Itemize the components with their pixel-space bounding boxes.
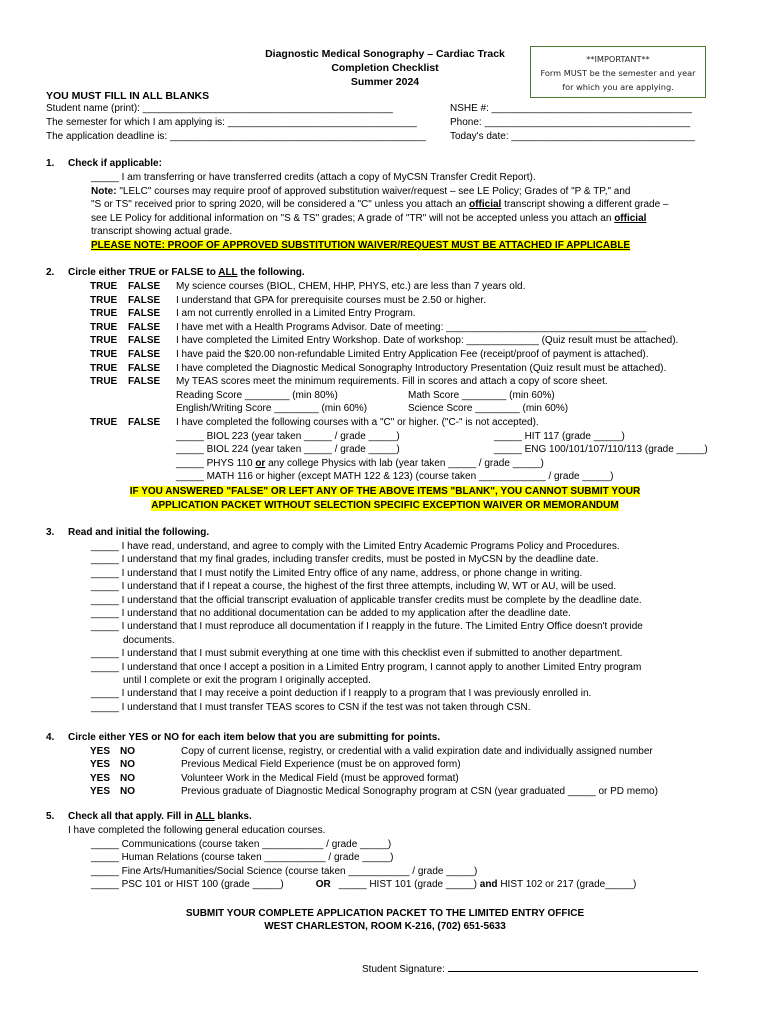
tr-grade-note: [91, 213, 646, 224]
submit-instructions: SUBMIT YOUR COMPLETE APPLICATION PACKET TO THE LIMITED ENTRY OFFICE: [185, 908, 585, 919]
doc-subtitle: Completion Checklist: [331, 62, 439, 74]
science-score[interactable]: Science Score ________ (min 60%): [408, 403, 569, 414]
true-false-statement: I have paid the $20.00 non-refundable Limited Entry Application Fee (receipt/proof of payment is attached).: [176, 349, 649, 360]
points-item: Previous Medical Field Experience (must be on approved form): [181, 759, 461, 771]
initial-item[interactable]: _____ I understand that my final grades, including transfer credits, must be posted in MyCSN by the deadline date.: [91, 554, 599, 566]
true-option[interactable]: TRUE: [90, 321, 118, 333]
initial-item[interactable]: _____ I understand that I must notify the Limited Entry office of any name, address, or phone change in writing.: [91, 567, 583, 579]
false-option[interactable]: FALSE: [128, 376, 161, 388]
false-option[interactable]: FALSE: [128, 281, 161, 292]
initial-item[interactable]: _____ I understand that I must submit everything at one time with this checklist even if submitted to another department.: [91, 648, 623, 660]
s-ts-note: [91, 199, 668, 210]
note-label: Note:: [91, 186, 117, 197]
no-option[interactable]: NO: [120, 746, 135, 757]
true-false-statement: I have met with a Health Programs Advisor. Date of meeting: ____________________________________: [176, 321, 647, 333]
initial-item[interactable]: _____ I understand that if I repeat a course, the highest of the first three attempts, including W, WT or AU, will be used.: [91, 581, 617, 593]
communications-course[interactable]: _____ Communications (course taken ___________ / grade _____): [91, 839, 392, 850]
section-2-title: Circle either TRUE or FALSE to ALL the following.: [68, 267, 305, 278]
initial-item[interactable]: _____ I understand that I must transfer TEAS scores to CSN if the test was not taken through CSN.: [91, 701, 531, 713]
initial-item[interactable]: _____ I have read, understand, and agree to comply with the Limited Entry Academic Programs Policy and Procedures.: [91, 541, 620, 552]
tr-grade-note-a: see LE Policy for additional information on "S & TS" grades; A grade of "TR" will not be accepted unless you attach an: [91, 213, 615, 224]
semester-field[interactable]: The semester for which I am applying is: __________________________________: [46, 117, 417, 128]
yes-option[interactable]: YES: [90, 772, 111, 784]
todays-date-field[interactable]: Today's date: _________________________________: [450, 131, 695, 142]
false-option[interactable]: FALSE: [128, 294, 161, 306]
official-emphasis-2: official: [614, 213, 647, 224]
false-option[interactable]: FALSE: [128, 308, 161, 320]
no-option[interactable]: NO: [120, 759, 135, 771]
true-option[interactable]: TRUE: [90, 417, 118, 428]
true-option[interactable]: TRUE: [90, 335, 118, 347]
no-option[interactable]: NO: [120, 786, 135, 798]
false-option[interactable]: FALSE: [128, 321, 161, 333]
true-option[interactable]: TRUE: [90, 349, 118, 360]
section-5-number: 5.: [46, 811, 55, 822]
section-3-title: Read and initial the following.: [68, 527, 210, 538]
section-4-title: Circle either YES or NO for each item below that you are submitting for points.: [68, 732, 441, 743]
true-option[interactable]: TRUE: [90, 308, 118, 320]
initial-item[interactable]: _____ I understand that the official transcript evaluation of applicable transfer credits must be complete by the deadline date.: [91, 594, 642, 606]
biol-223-course[interactable]: _____ BIOL 223 (year taken _____ / grade _____): [176, 431, 400, 442]
false-option[interactable]: FALSE: [128, 335, 161, 347]
reading-score[interactable]: Reading Score ________ (min 80%): [176, 390, 338, 401]
yes-option[interactable]: YES: [90, 786, 111, 798]
english-score[interactable]: English/Writing Score ________ (min 60%): [176, 403, 368, 414]
true-false-statement: I have completed the Diagnostic Medical Sonography Introductory Presentation (Quiz result must be attached).: [176, 362, 667, 374]
true-false-statement: I understand that GPA for prerequisite courses must be 2.50 or higher.: [176, 294, 486, 306]
phys-110-course[interactable]: _____ PHYS 110 or any college Physics with lab (year taken _____ / grade _____): [176, 458, 544, 469]
section-3-number: 3.: [46, 527, 55, 538]
important-line-2: for which you are applying.: [562, 82, 674, 92]
phone-field[interactable]: Phone: _____________________________________: [450, 117, 691, 128]
hit-117-course[interactable]: _____ HIT 117 (grade _____): [494, 431, 625, 442]
true-option[interactable]: TRUE: [90, 281, 118, 292]
substitution-waiver-notice: PLEASE NOTE: PROOF OF APPROVED SUBSTITUTION WAIVER/REQUEST MUST BE ATTACHED IF APPLICABLE: [91, 240, 631, 251]
transcript-note: transcript showing actual grade.: [91, 226, 233, 237]
true-false-statement: I am not currently enrolled in a Limited Entry Program.: [176, 308, 416, 320]
doc-title: Diagnostic Medical Sonography – Cardiac Track: [265, 48, 505, 60]
true-false-statement: My TEAS scores meet the minimum requirements. Fill in scores and attach a copy of score sheet.: [176, 376, 608, 388]
false-option[interactable]: FALSE: [128, 362, 161, 374]
math-116-course[interactable]: _____ MATH 116 or higher (except MATH 122 & 123) (course taken ____________ / grade _____): [176, 471, 614, 482]
section-2-number: 2.: [46, 267, 55, 278]
points-item: Volunteer Work in the Medical Field (must be approved format): [181, 772, 459, 784]
doc-term: Summer 2024: [350, 76, 420, 88]
true-option[interactable]: TRUE: [90, 294, 118, 306]
deadline-field[interactable]: The application deadline is: ______________________________________________: [46, 131, 426, 142]
nshe-field[interactable]: NSHE #: ____________________________________: [450, 103, 692, 114]
psc-hist-course[interactable]: _____ PSC 101 or HIST 100 (grade _____) OR _____ HIST 101 (grade _____) and HIST 102 or 217 (grade_____): [91, 879, 637, 890]
important-notice-box: [530, 46, 706, 98]
courses-item: I have completed the following courses with a "C" or higher. ("C-" is not accepted).: [176, 417, 539, 428]
student-name-field[interactable]: Student name (print): _____________________________________________: [46, 103, 393, 114]
initial-item[interactable]: _____ I understand that I may receive a point deduction if I reapply to a program that I was previously enrolled in.: [91, 688, 592, 700]
lelc-note-text: "LELC" courses may require proof of approved substitution waiver/request – see LE Policy; Grades of "P & TP," and: [116, 186, 631, 197]
false-option[interactable]: FALSE: [128, 349, 161, 360]
initial-item: until I complete or exit the program I originally accepted.: [123, 675, 371, 686]
section-1-title: Check if applicable:: [68, 158, 162, 169]
section-1-number: 1.: [46, 158, 55, 169]
signature-line[interactable]: Student Signature:: [362, 962, 698, 975]
office-location: WEST CHARLESTON, ROOM K-216, (702) 651-5633: [264, 921, 506, 932]
section-4-number: 4.: [46, 732, 55, 743]
section-5-title: Check all that apply. Fill in ALL blanks.: [68, 811, 252, 822]
fine-arts-course[interactable]: _____ Fine Arts/Humanities/Social Science (course taken ___________ / grade _____): [91, 866, 478, 877]
fill-blanks-heading: YOU MUST FILL IN ALL BLANKS: [46, 90, 210, 102]
false-option[interactable]: FALSE: [128, 417, 161, 428]
important-heading: **IMPORTANT**: [586, 54, 650, 64]
true-false-statement: My science courses (BIOL, CHEM, HHP, PHYS, etc.) are less than 7 years old.: [176, 281, 526, 292]
true-option[interactable]: TRUE: [90, 362, 118, 374]
lelc-note: [91, 186, 630, 197]
true-false-statement: I have completed the Limited Entry Workshop. Date of workshop: _____________ (Quiz result must be attached).: [176, 335, 679, 347]
s-ts-note-b: transcript showing a different grade –: [501, 199, 669, 210]
biol-224-course[interactable]: _____ BIOL 224 (year taken _____ / grade _____): [176, 444, 400, 455]
initial-item: documents.: [123, 634, 175, 646]
yes-option[interactable]: YES: [90, 746, 111, 757]
initial-item[interactable]: _____ I understand that no additional documentation can be added to my application after the deadline date.: [91, 608, 571, 619]
points-item: Copy of current license, registry, or credential with a valid expiration date and individually assigned number: [181, 746, 653, 757]
important-line-1: Form MUST be the semester and year: [540, 68, 696, 78]
human-relations-course[interactable]: _____ Human Relations (course taken ___________ / grade _____): [91, 852, 394, 863]
transfer-credits-check[interactable]: _____ I am transferring or have transferred credits (attach a copy of MyCSN Transfer Credit Report).: [91, 172, 536, 183]
s-ts-note-a: "S or TS" received prior to spring 2020, will be considered a "C" unless you attach an: [91, 199, 470, 210]
yes-option[interactable]: YES: [90, 759, 111, 771]
true-option[interactable]: TRUE: [90, 376, 118, 388]
points-item: Previous graduate of Diagnostic Medical Sonography program at CSN (year graduated _____ or PD memo): [181, 786, 658, 798]
initial-item[interactable]: _____ I understand that once I accept a position in a Limited Entry program, I cannot apply to another Limited Entry program: [91, 661, 642, 673]
no-option[interactable]: NO: [120, 772, 135, 784]
gen-ed-intro: I have completed the following general education courses.: [68, 825, 326, 836]
official-emphasis: official: [469, 199, 502, 210]
false-warning-line-1: IF YOU ANSWERED "FALSE" OR LEFT ANY OF THE ABOVE ITEMS "BLANK", YOU CANNOT SUBMIT YOUR: [129, 486, 641, 497]
false-warning-line-2: APPLICATION PACKET WITHOUT SELECTION SPECIFIC EXCEPTION WAIVER OR MEMORANDUM: [151, 500, 619, 511]
initial-item[interactable]: _____ I understand that I must reproduce all documentation if I reapply in the future. The Limited Entry Office doesn't provide: [91, 621, 643, 633]
eng-course[interactable]: _____ ENG 100/101/107/110/113 (grade _____): [494, 444, 708, 455]
math-score[interactable]: Math Score ________ (min 60%): [408, 390, 555, 401]
